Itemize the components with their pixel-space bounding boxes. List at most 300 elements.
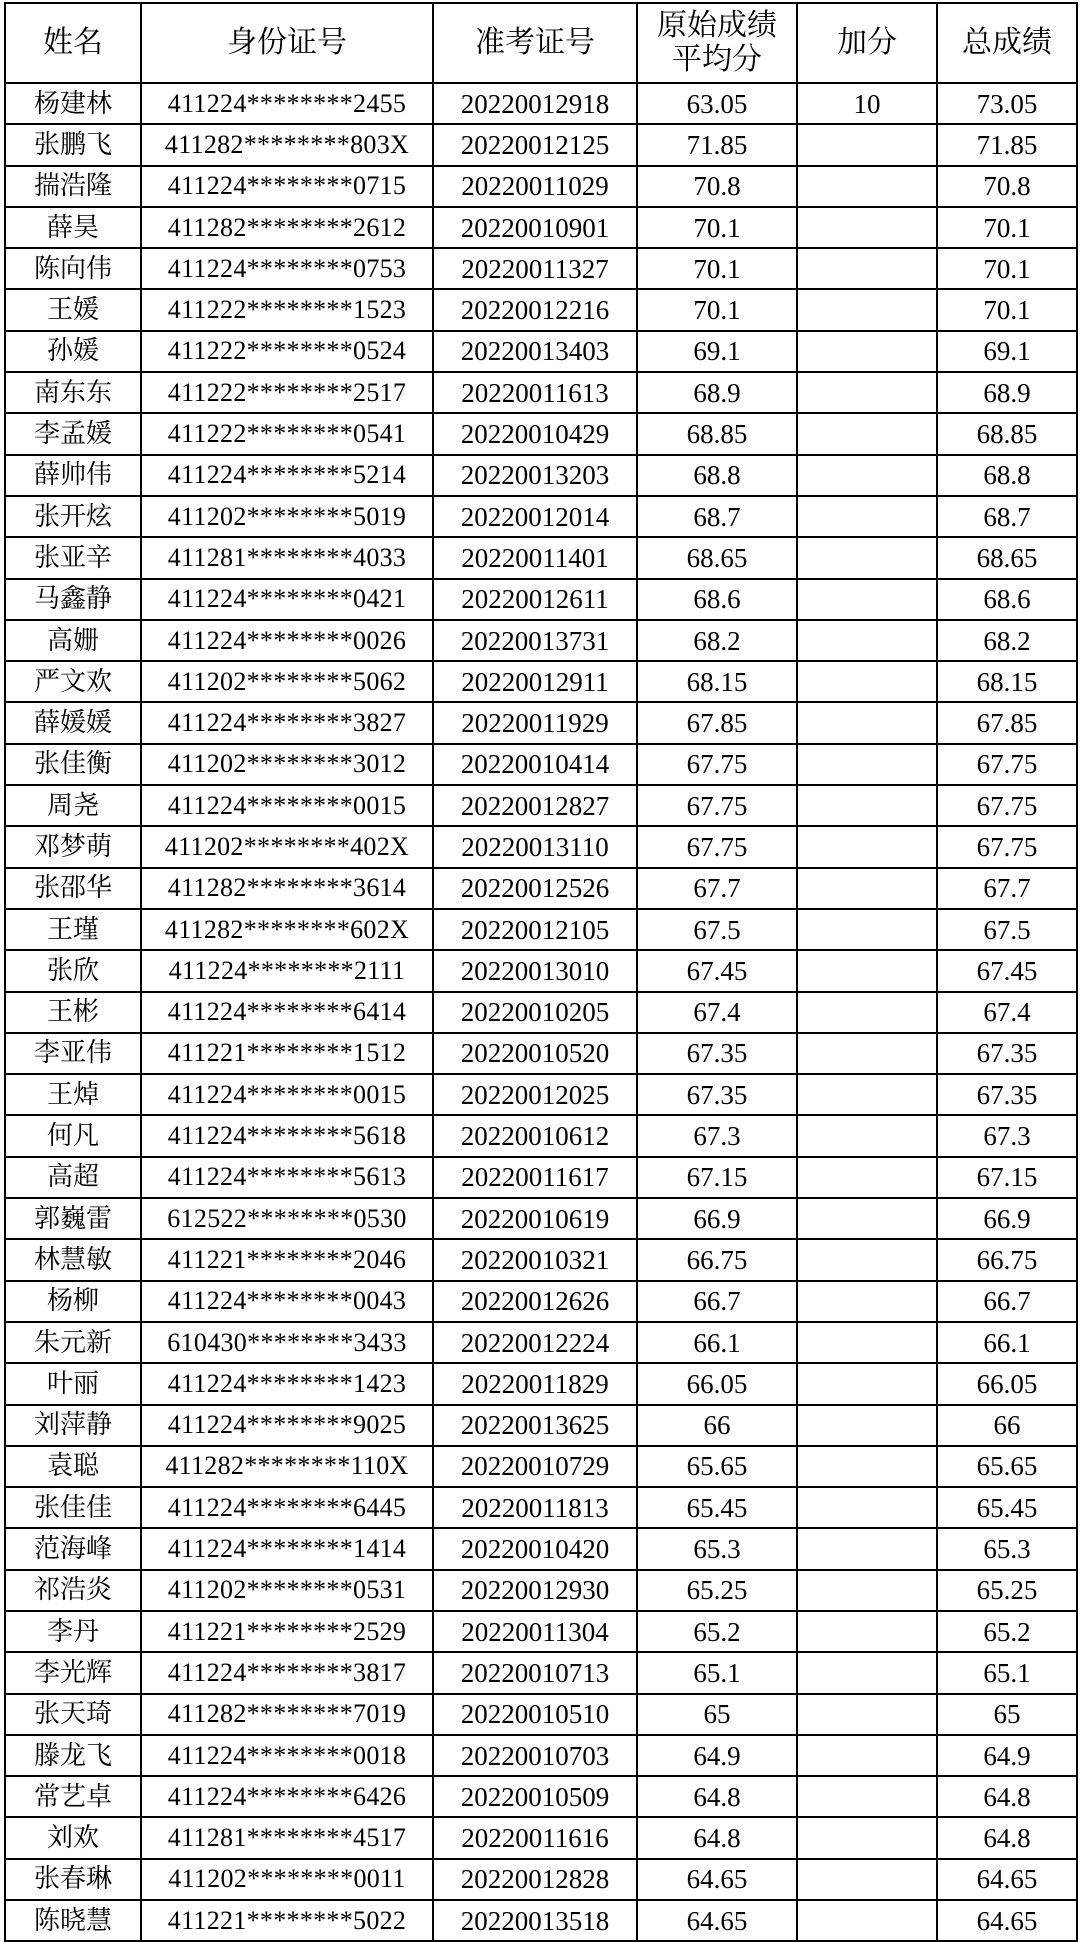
cell-exam-number: 20220013110 [433, 826, 637, 867]
cell-exam-number: 20220010510 [433, 1694, 637, 1735]
cell-id-number: 610430********3433 [141, 1322, 433, 1363]
cell-name: 杨建林 [5, 83, 141, 124]
cell-original-average: 64.8 [637, 1817, 797, 1858]
cell-id-number: 411282********2612 [141, 207, 433, 248]
cell-total: 66.7 [937, 1281, 1077, 1322]
cell-exam-number: 20220011613 [433, 372, 637, 413]
cell-id-number: 411224********5618 [141, 1115, 433, 1156]
cell-id-number: 411202********5062 [141, 661, 433, 702]
cell-original-average: 67.35 [637, 1033, 797, 1074]
cell-original-average: 64.65 [637, 1900, 797, 1941]
cell-original-average: 63.05 [637, 83, 797, 124]
cell-original-average: 68.9 [637, 372, 797, 413]
cell-exam-number: 20220010509 [433, 1776, 637, 1817]
cell-id-number: 411224********0026 [141, 620, 433, 661]
header-id-number: 身份证号 [141, 3, 433, 83]
cell-bonus [797, 1239, 937, 1280]
cell-name: 李光辉 [5, 1652, 141, 1693]
score-table-body [5, 83, 1077, 1941]
cell-bonus [797, 1405, 937, 1446]
cell-id-number: 411282********803X [141, 124, 433, 165]
table-row [5, 496, 1077, 537]
cell-total: 66 [937, 1405, 1077, 1446]
cell-original-average: 67.75 [637, 826, 797, 867]
cell-total: 66.1 [937, 1322, 1077, 1363]
cell-id-number: 411224********0043 [141, 1281, 433, 1322]
table-row [5, 1363, 1077, 1404]
table-row [5, 1611, 1077, 1652]
cell-bonus [797, 1652, 937, 1693]
cell-bonus [797, 1281, 937, 1322]
cell-original-average: 67.15 [637, 1157, 797, 1198]
cell-bonus [797, 413, 937, 454]
cell-bonus [797, 1033, 937, 1074]
cell-id-number: 411282********7019 [141, 1694, 433, 1735]
cell-original-average: 64.9 [637, 1735, 797, 1776]
cell-total: 67.75 [937, 826, 1077, 867]
cell-bonus [797, 579, 937, 620]
cell-id-number: 411222********0541 [141, 413, 433, 454]
cell-original-average: 70.1 [637, 207, 797, 248]
cell-exam-number: 20220010619 [433, 1198, 637, 1239]
cell-name: 王瑾 [5, 909, 141, 950]
cell-original-average: 67.5 [637, 909, 797, 950]
cell-name: 薛帅伟 [5, 455, 141, 496]
cell-total: 64.65 [937, 1859, 1077, 1900]
cell-original-average: 68.6 [637, 579, 797, 620]
cell-bonus [797, 537, 937, 578]
table-row [5, 413, 1077, 454]
cell-bonus [797, 1776, 937, 1817]
table-row [5, 909, 1077, 950]
cell-bonus [797, 124, 937, 165]
cell-original-average: 66.05 [637, 1363, 797, 1404]
cell-exam-number: 20220012216 [433, 289, 637, 330]
cell-name: 张开炫 [5, 496, 141, 537]
cell-exam-number: 20220012224 [433, 1322, 637, 1363]
cell-name: 范海峰 [5, 1528, 141, 1569]
table-row [5, 1570, 1077, 1611]
table-row [5, 1652, 1077, 1693]
cell-total: 70.1 [937, 289, 1077, 330]
table-row [5, 702, 1077, 743]
cell-id-number: 411224********1423 [141, 1363, 433, 1404]
cell-name: 陈向伟 [5, 248, 141, 289]
cell-original-average: 65.3 [637, 1528, 797, 1569]
cell-id-number: 411224********6445 [141, 1487, 433, 1528]
header-original-average-line1: 原始成绩 [657, 8, 777, 43]
cell-exam-number: 20220011401 [433, 537, 637, 578]
cell-exam-number: 20220011617 [433, 1157, 637, 1198]
table-row [5, 1487, 1077, 1528]
cell-name: 祁浩炎 [5, 1570, 141, 1611]
cell-total: 67.45 [937, 950, 1077, 991]
table-row [5, 826, 1077, 867]
cell-name: 杨柳 [5, 1281, 141, 1322]
cell-bonus [797, 1694, 937, 1735]
cell-exam-number: 20220010520 [433, 1033, 637, 1074]
cell-exam-number: 20220011929 [433, 702, 637, 743]
table-row [5, 950, 1077, 991]
cell-id-number: 411224********1414 [141, 1528, 433, 1569]
cell-id-number: 411224********0015 [141, 785, 433, 826]
cell-total: 68.8 [937, 455, 1077, 496]
cell-id-number: 612522********0530 [141, 1198, 433, 1239]
cell-bonus [797, 207, 937, 248]
cell-name: 李丹 [5, 1611, 141, 1652]
cell-bonus [797, 826, 937, 867]
cell-total: 65 [937, 1694, 1077, 1735]
table-row [5, 1528, 1077, 1569]
cell-name: 薛媛媛 [5, 702, 141, 743]
cell-total: 67.75 [937, 785, 1077, 826]
table-row [5, 1157, 1077, 1198]
cell-bonus [797, 331, 937, 372]
cell-original-average: 68.7 [637, 496, 797, 537]
cell-bonus [797, 1157, 937, 1198]
cell-total: 67.15 [937, 1157, 1077, 1198]
cell-bonus [797, 1487, 937, 1528]
cell-original-average: 69.1 [637, 331, 797, 372]
cell-bonus [797, 455, 937, 496]
cell-name: 王焯 [5, 1074, 141, 1115]
table-row [5, 744, 1077, 785]
table-row [5, 1198, 1077, 1239]
cell-id-number: 411202********402X [141, 826, 433, 867]
cell-exam-number: 20220012827 [433, 785, 637, 826]
cell-bonus [797, 1363, 937, 1404]
cell-original-average: 67.75 [637, 785, 797, 826]
cell-original-average: 64.65 [637, 1859, 797, 1900]
cell-exam-number: 20220011029 [433, 166, 637, 207]
header-name: 姓名 [5, 3, 141, 83]
header-bonus: 加分 [797, 3, 937, 83]
table-row [5, 579, 1077, 620]
table-row [5, 248, 1077, 289]
cell-exam-number: 20220010703 [433, 1735, 637, 1776]
table-row [5, 1405, 1077, 1446]
cell-id-number: 411224********0015 [141, 1074, 433, 1115]
cell-bonus [797, 1817, 937, 1858]
cell-name: 薛昊 [5, 207, 141, 248]
cell-total: 69.1 [937, 331, 1077, 372]
cell-exam-number: 20220011304 [433, 1611, 637, 1652]
cell-name: 叶丽 [5, 1363, 141, 1404]
cell-original-average: 65.2 [637, 1611, 797, 1652]
header-original-average-line2: 平均分 [672, 42, 762, 77]
table-row [5, 1694, 1077, 1735]
cell-bonus [797, 166, 937, 207]
cell-bonus: 10 [797, 83, 937, 124]
cell-name: 王媛 [5, 289, 141, 330]
cell-original-average: 67.85 [637, 702, 797, 743]
cell-name: 邓梦萌 [5, 826, 141, 867]
table-row [5, 372, 1077, 413]
cell-id-number: 411224********3817 [141, 1652, 433, 1693]
cell-total: 73.05 [937, 83, 1077, 124]
cell-name: 袁聪 [5, 1446, 141, 1487]
cell-exam-number: 20220013403 [433, 331, 637, 372]
table-row [5, 1322, 1077, 1363]
cell-bonus [797, 1115, 937, 1156]
table-row [5, 1446, 1077, 1487]
cell-exam-number: 20220013518 [433, 1900, 637, 1941]
cell-id-number: 411221********5022 [141, 1900, 433, 1941]
table-row [5, 166, 1077, 207]
cell-original-average: 65.65 [637, 1446, 797, 1487]
cell-id-number: 411282********602X [141, 909, 433, 950]
cell-id-number: 411202********0011 [141, 1859, 433, 1900]
cell-original-average: 64.8 [637, 1776, 797, 1817]
cell-original-average: 68.8 [637, 455, 797, 496]
cell-exam-number: 20220010612 [433, 1115, 637, 1156]
cell-bonus [797, 1735, 937, 1776]
cell-total: 66.05 [937, 1363, 1077, 1404]
cell-total: 68.2 [937, 620, 1077, 661]
cell-original-average: 68.65 [637, 537, 797, 578]
cell-total: 65.1 [937, 1652, 1077, 1693]
cell-exam-number: 20220012918 [433, 83, 637, 124]
cell-total: 70.8 [937, 166, 1077, 207]
cell-bonus [797, 289, 937, 330]
cell-total: 68.6 [937, 579, 1077, 620]
table-row [5, 1735, 1077, 1776]
header-row [5, 3, 1077, 83]
cell-exam-number: 20220012014 [433, 496, 637, 537]
cell-bonus [797, 785, 937, 826]
cell-id-number: 411202********5019 [141, 496, 433, 537]
cell-exam-number: 20220010414 [433, 744, 637, 785]
cell-total: 68.15 [937, 661, 1077, 702]
cell-original-average: 67.3 [637, 1115, 797, 1156]
table-row [5, 124, 1077, 165]
table-row [5, 207, 1077, 248]
cell-name: 张鹏飞 [5, 124, 141, 165]
score-sheet [4, 2, 1078, 1942]
cell-original-average: 70.1 [637, 248, 797, 289]
cell-original-average: 67.45 [637, 950, 797, 991]
cell-id-number: 411282********110X [141, 1446, 433, 1487]
cell-total: 67.5 [937, 909, 1077, 950]
cell-original-average: 68.85 [637, 413, 797, 454]
cell-exam-number: 20220010729 [433, 1446, 637, 1487]
cell-exam-number: 20220010429 [433, 413, 637, 454]
cell-id-number: 411224********0715 [141, 166, 433, 207]
cell-bonus [797, 620, 937, 661]
cell-name: 张亚辛 [5, 537, 141, 578]
cell-original-average: 68.15 [637, 661, 797, 702]
cell-id-number: 411282********3614 [141, 868, 433, 909]
cell-original-average: 70.1 [637, 289, 797, 330]
cell-exam-number: 20220011829 [433, 1363, 637, 1404]
cell-original-average: 66.75 [637, 1239, 797, 1280]
cell-id-number: 411221********2046 [141, 1239, 433, 1280]
table-row [5, 1900, 1077, 1941]
cell-id-number: 411221********2529 [141, 1611, 433, 1652]
cell-bonus [797, 1322, 937, 1363]
cell-total: 67.7 [937, 868, 1077, 909]
cell-bonus [797, 372, 937, 413]
header-total: 总成绩 [937, 3, 1077, 83]
cell-total: 67.4 [937, 992, 1077, 1033]
table-row [5, 992, 1077, 1033]
cell-original-average: 66.9 [637, 1198, 797, 1239]
cell-name: 张春琳 [5, 1859, 141, 1900]
cell-bonus [797, 1074, 937, 1115]
cell-id-number: 411222********0524 [141, 331, 433, 372]
cell-exam-number: 20220012828 [433, 1859, 637, 1900]
cell-exam-number: 20220013203 [433, 455, 637, 496]
cell-bonus [797, 496, 937, 537]
cell-name: 滕龙飞 [5, 1735, 141, 1776]
cell-bonus [797, 1446, 937, 1487]
cell-id-number: 411224********3827 [141, 702, 433, 743]
cell-name: 高姗 [5, 620, 141, 661]
table-row [5, 1776, 1077, 1817]
cell-exam-number: 20220010420 [433, 1528, 637, 1569]
cell-id-number: 411224********6414 [141, 992, 433, 1033]
cell-name: 周尧 [5, 785, 141, 826]
cell-bonus [797, 1198, 937, 1239]
cell-id-number: 411224********6426 [141, 1776, 433, 1817]
cell-original-average: 66.1 [637, 1322, 797, 1363]
cell-name: 严文欢 [5, 661, 141, 702]
cell-original-average: 67.4 [637, 992, 797, 1033]
cell-id-number: 411224********9025 [141, 1405, 433, 1446]
table-row [5, 661, 1077, 702]
cell-id-number: 411222********1523 [141, 289, 433, 330]
cell-name: 林慧敏 [5, 1239, 141, 1280]
table-row [5, 1115, 1077, 1156]
cell-bonus [797, 248, 937, 289]
cell-name: 陈晓慧 [5, 1900, 141, 1941]
cell-exam-number: 20220013010 [433, 950, 637, 991]
cell-total: 65.45 [937, 1487, 1077, 1528]
cell-exam-number: 20220012611 [433, 579, 637, 620]
cell-total: 64.8 [937, 1817, 1077, 1858]
table-row [5, 331, 1077, 372]
cell-original-average: 67.35 [637, 1074, 797, 1115]
cell-exam-number: 20220011327 [433, 248, 637, 289]
cell-total: 65.2 [937, 1611, 1077, 1652]
cell-id-number: 411224********2455 [141, 83, 433, 124]
cell-id-number: 411224********0753 [141, 248, 433, 289]
cell-total: 66.9 [937, 1198, 1077, 1239]
cell-id-number: 411224********2111 [141, 950, 433, 991]
cell-original-average: 71.85 [637, 124, 797, 165]
cell-name: 张天琦 [5, 1694, 141, 1735]
table-row [5, 1859, 1077, 1900]
cell-id-number: 411224********5613 [141, 1157, 433, 1198]
cell-total: 65.3 [937, 1528, 1077, 1569]
cell-exam-number: 20220011616 [433, 1817, 637, 1858]
cell-exam-number: 20220012911 [433, 661, 637, 702]
cell-bonus [797, 1570, 937, 1611]
cell-total: 65.25 [937, 1570, 1077, 1611]
score-table [4, 2, 1078, 1942]
cell-total: 64.9 [937, 1735, 1077, 1776]
cell-total: 70.1 [937, 248, 1077, 289]
cell-name: 李亚伟 [5, 1033, 141, 1074]
cell-total: 66.75 [937, 1239, 1077, 1280]
cell-original-average: 66.7 [637, 1281, 797, 1322]
cell-id-number: 411281********4033 [141, 537, 433, 578]
cell-name: 张佳衡 [5, 744, 141, 785]
cell-exam-number: 20220012025 [433, 1074, 637, 1115]
cell-original-average: 67.75 [637, 744, 797, 785]
cell-bonus [797, 992, 937, 1033]
table-row [5, 537, 1077, 578]
cell-total: 64.65 [937, 1900, 1077, 1941]
table-row [5, 455, 1077, 496]
cell-id-number: 411221********1512 [141, 1033, 433, 1074]
cell-original-average: 70.8 [637, 166, 797, 207]
cell-exam-number: 20220012125 [433, 124, 637, 165]
cell-name: 张邵华 [5, 868, 141, 909]
cell-total: 68.65 [937, 537, 1077, 578]
cell-name: 南东东 [5, 372, 141, 413]
cell-total: 67.75 [937, 744, 1077, 785]
table-row [5, 1817, 1077, 1858]
cell-name: 张欣 [5, 950, 141, 991]
cell-bonus [797, 1859, 937, 1900]
cell-id-number: 411202********3012 [141, 744, 433, 785]
cell-name: 李孟媛 [5, 413, 141, 454]
cell-exam-number: 20220010321 [433, 1239, 637, 1280]
cell-bonus [797, 1611, 937, 1652]
cell-exam-number: 20220010205 [433, 992, 637, 1033]
cell-original-average: 65 [637, 1694, 797, 1735]
cell-bonus [797, 950, 937, 991]
cell-total: 68.85 [937, 413, 1077, 454]
cell-exam-number: 20220012626 [433, 1281, 637, 1322]
cell-exam-number: 20220012526 [433, 868, 637, 909]
cell-total: 70.1 [937, 207, 1077, 248]
table-row [5, 620, 1077, 661]
cell-exam-number: 20220013625 [433, 1405, 637, 1446]
cell-id-number: 411281********4517 [141, 1817, 433, 1858]
cell-bonus [797, 868, 937, 909]
cell-id-number: 411224********0421 [141, 579, 433, 620]
cell-bonus [797, 702, 937, 743]
cell-id-number: 411222********2517 [141, 372, 433, 413]
cell-bonus [797, 1900, 937, 1941]
cell-name: 朱元新 [5, 1322, 141, 1363]
cell-total: 67.35 [937, 1033, 1077, 1074]
cell-exam-number: 20220010713 [433, 1652, 637, 1693]
cell-total: 65.65 [937, 1446, 1077, 1487]
cell-name: 刘萍静 [5, 1405, 141, 1446]
cell-original-average: 66 [637, 1405, 797, 1446]
cell-total: 67.3 [937, 1115, 1077, 1156]
cell-total: 67.85 [937, 702, 1077, 743]
cell-total: 71.85 [937, 124, 1077, 165]
cell-exam-number: 20220010901 [433, 207, 637, 248]
cell-id-number: 411224********0018 [141, 1735, 433, 1776]
cell-name: 揣浩隆 [5, 166, 141, 207]
header-exam-number: 准考证号 [433, 3, 637, 83]
cell-name: 常艺卓 [5, 1776, 141, 1817]
cell-name: 何凡 [5, 1115, 141, 1156]
cell-original-average: 65.25 [637, 1570, 797, 1611]
cell-name: 王彬 [5, 992, 141, 1033]
cell-original-average: 65.1 [637, 1652, 797, 1693]
cell-name: 孙媛 [5, 331, 141, 372]
cell-bonus [797, 1528, 937, 1569]
cell-exam-number: 20220012930 [433, 1570, 637, 1611]
header-original-average [637, 3, 797, 83]
cell-bonus [797, 744, 937, 785]
